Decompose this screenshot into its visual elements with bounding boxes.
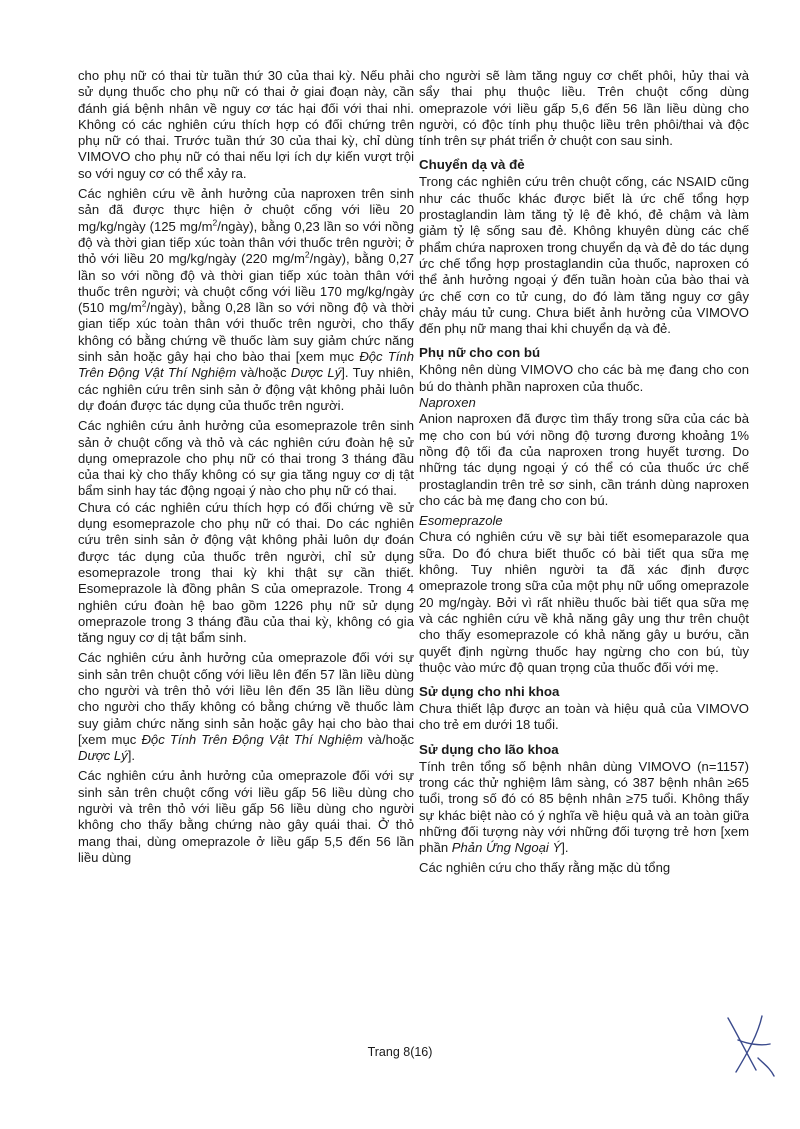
paragraph-pregnancy-cont: cho phụ nữ có thai từ tuần thứ 30 của thai kỳ. Nếu phải sử dụng thuốc cho phụ nữ có thai ở giai đoạn này, cần đánh giá bệnh nhân về nguy cơ tác hại đối với thai nhi. Không có các nghiên cứu thích hợp có đối chứng trên phụ nữ có thai. Trước tuần thứ 30 của thai kỳ, chỉ dùng VIMOVO cho phụ nữ có thai nếu lợi ích dự kiến vượt trội so với nguy cơ có thể xảy ra.	[78, 68, 414, 181]
paragraph-omeprazole-teratogenic: Các nghiên cứu ảnh hưởng của omeprazole đối với sự sinh sản trên chuột cống với liều gấp 56 liều dùng cho người và trên thỏ với liều gấp 56 liều dùng cho người không cho thấy bằng chứng nào gây quái thai. Ở thỏ mang thai, dùng omeprazole ở liều gấp 5,5 đến 56 lần liều dùng	[78, 768, 414, 865]
text-segment: /ngày), bằng 0,27 lần so với nồng độ và thời gian tiếp xúc toàn thân với thuốc trên người; và chuột cống với liều 170 mg/kg/ngày (510 mg/m	[78, 251, 414, 316]
superscript: 2	[304, 249, 310, 260]
heading-labor-delivery: Chuyển dạ và đẻ	[419, 157, 525, 173]
paragraph-geriatric-use	[419, 759, 749, 857]
text-segment: Các nghiên cứu về ảnh hưởng của naproxen trên sinh sản đã được thực hiện ở chuột cống với liều 20 mg/kg/ngày (125 mg/m	[78, 186, 414, 234]
text-segment: và/hoặc	[236, 365, 291, 381]
paragraph-naproxen-reproduction	[78, 186, 414, 414]
text-segment: Các nghiên cứu ảnh hưởng của omeprazole đối với sự sinh sản trên chuột cống với liều lên đến 57 lần liều dùng cho người và trên thỏ với liều lên đến 35 lần liều dùng cho người cho thấy không có bằng chứng về thuốc làm suy giảm chức năng sinh sản hoặc gây hại cho bào thai [xem mục	[78, 650, 414, 747]
cross-reference: Dược Lý	[78, 748, 128, 764]
subheading-naproxen: Naproxen	[419, 395, 476, 411]
paragraph-esomeprazole-milk: Chưa có nghiên cứu về sự bài tiết esomeparazole qua sữa. Do đó chưa biết thuốc có bài tiết qua sữa mẹ không. Tuy nhiên người ta đã xác định được omeprazole trong sữa của một phụ nữ uống omeprazole 20 mg/ngày. Bởi vì rất nhiều thuốc bài tiết qua sữa mẹ và các nghiên cứu về khả năng gây ung thư trên chuột cho thấy esomeprazole có khả năng gây u bướu, cần quyết định ngừng thuốc hay ngừng cho con bú, tùy thuộc vào mức độ quan trọng của thuốc đối với mẹ.	[419, 529, 749, 675]
text-segment: /ngày), bằng 0,23 lần so với nồng độ và thời gian tiếp xúc toàn thân với thuốc trên người; ở thỏ với liều 20 mg/kg/ngày (220 mg/m	[78, 218, 414, 267]
right-column	[419, 68, 749, 881]
paragraph-naproxen-milk: Anion naproxen đã được tìm thấy trong sữa của các bà mẹ cho con bú với nồng độ tương đương khoảng 1% nồng độ tối đa của naproxen trong huyết tương. Do những tác dụng ngoại ý có thể có của thuốc ức chế prostaglandin trên trẻ sơ sinh, cần tránh dùng naproxen cho các bà mẹ đang cho con bú.	[419, 411, 749, 508]
paragraph-esomeprazole-pregnancy: Chưa có các nghiên cứu thích hợp có đối chứng về sử dụng esomeprazole cho phụ nữ có thai. Do các nghiên cứu trên sinh sản ở động vật không phải luôn dự đoán được tác dụng của thuốc trên người, chỉ sử dụng esomeprazole trong thai kỳ khi thật sự cần thiết. Esomeprazole là đồng phân S của omeprazole. Trong 4 nghiên cứu đoàn hệ bao gồm 1226 phụ nữ sử dụng omeprazole trong 3 tháng đầu của thai kỳ, không có gia tăng nguy cơ dị tật bẩm sinh.	[78, 499, 414, 646]
paragraph-labor-delivery: Trong các nghiên cứu trên chuột cống, các NSAID cũng như các thuốc khác được biết là ức chế tổng hợp prostaglandin làm tăng tỷ lệ đẻ khó, đẻ chậm và làm giảm tỷ lệ sống sau đẻ. Không khuyên dùng các chế phẩm chứa naproxen trong chuyển dạ và đẻ do tác dụng ức chế tổng hợp prostaglandin của thuốc, naproxen có thể ảnh hưởng ngoại ý đến tuần hoàn của bào thai và ức chế cơn co tử cung, do đó làm tăng nguy cơ gây chảy máu tử cung. Chưa biết ảnh hưởng của VIMOVO đến phụ nữ mang thai khi chuyển dạ và đẻ.	[419, 174, 749, 337]
superscript: 2	[141, 298, 147, 309]
text-segment: /ngày), bằng 0,28 lần so với nồng độ và thời gian tiếp xúc toàn thân với thuốc trên người, cho thấy không có bằng chứng về thuốc làm suy giảm chức năng sinh sản hoặc gây hại cho bào thai [xem mục	[78, 300, 414, 365]
cross-reference: Độc Tính Trên Động Vật Thí Nghiệm	[78, 349, 414, 381]
page-number: Trang 8(16)	[367, 1045, 433, 1059]
text-segment: ].	[561, 840, 569, 856]
cross-reference: Độc Tính Trên Động Vật Thí Nghiệm	[141, 731, 363, 747]
cross-reference: Dược Lý	[290, 365, 342, 381]
paragraph-geriatric-cont: Các nghiên cứu cho thấy rằng mặc dù tổng	[419, 860, 671, 876]
paragraph-omeprazole-reproduction	[78, 650, 414, 764]
paragraph-omeprazole-cont: cho người sẽ làm tăng nguy cơ chết phôi, hủy thai và sẩy thai phụ thuộc liều. Trên chuột cống dùng omeprazole với liều gấp 5,6 đến 56 lần liều dùng cho người, có độc tính phụ thuộc liều trên phôi/thai và độc tính trên sự phát triển ở chuột con sau sinh.	[419, 68, 749, 149]
heading-pediatric-use: Sử dụng cho nhi khoa	[419, 684, 560, 700]
heading-nursing-mothers: Phụ nữ cho con bú	[419, 345, 541, 361]
paragraph-esomeprazole-reproduction: Các nghiên cứu ảnh hưởng của esomeprazole trên sinh sản ở chuột cống và thỏ và các nghiên cứu đoàn hệ sử dụng omeprazole cho phụ nữ có thai trong 3 tháng đầu của thai kỳ cho thấy không có sự gia tăng nguy cơ dị tật bẩm sinh hay tác động ngoại ý nào cho phụ nữ có thai.	[78, 418, 414, 499]
paragraph-nursing-mothers: Không nên dùng VIMOVO cho các bà mẹ đang cho con bú do thành phần naproxen của thuốc.	[419, 362, 749, 394]
cross-reference: Phản Ứng Ngoại Ý	[451, 840, 562, 856]
paragraph-pediatric-use: Chưa thiết lập được an toàn và hiệu quả của VIMOVO cho trẻ em dưới 18 tuổi.	[419, 701, 749, 733]
heading-geriatric-use: Sử dụng cho lão khoa	[419, 741, 559, 757]
text-segment: và/hoặc	[362, 731, 414, 747]
text-segment: Tính trên tổng số bệnh nhân dùng VIMOVO (n=1157) trong các thử nghiệm lâm sàng, có 387 bệnh nhân ≥65 tuổi, trong số đó có 85 bệnh nhân ≥75 tuổi. Không thấy sự khác biệt nào có ý nghĩa về hiệu quả và an toàn giữa những đối tượng này với những đối tượng trẻ hơn [xem phần	[419, 758, 749, 856]
text-segment: ].	[127, 748, 135, 764]
subheading-esomeprazole: Esomeprazole	[419, 513, 503, 529]
superscript: 2	[212, 217, 218, 228]
left-column	[78, 68, 414, 870]
text-segment: ]. Tuy nhiên, các nghiên cứu trên sinh sản ở động vật không phải luôn dự đoán được tác dụng của thuốc trên người.	[78, 365, 414, 413]
